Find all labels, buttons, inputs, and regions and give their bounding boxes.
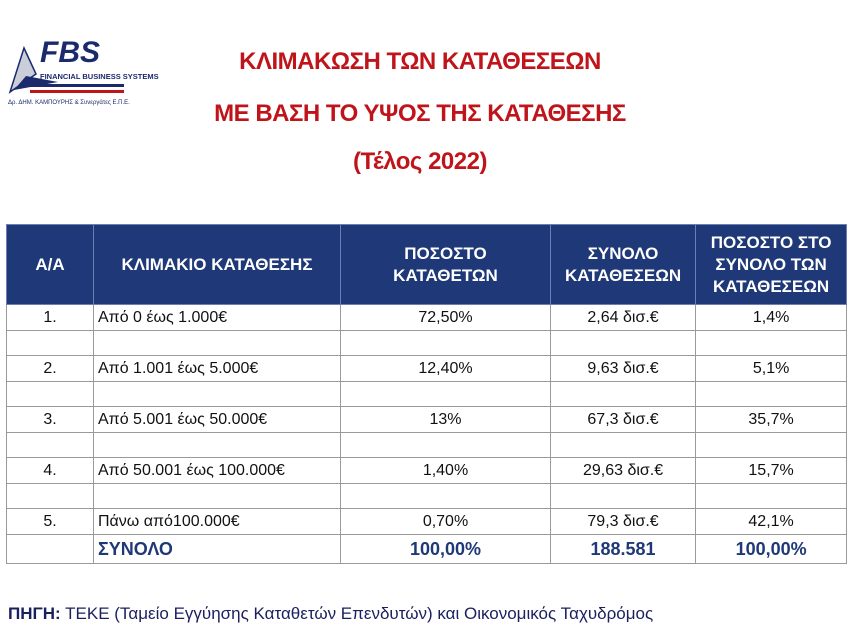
- cell-aa: 2.: [7, 356, 94, 382]
- table-row: [7, 458, 847, 484]
- cell-total-deposits: 29,63 δισ.€: [551, 458, 696, 484]
- source-label: ΠΗΓΗ:: [8, 604, 61, 623]
- cell-depositor-pct: 13%: [341, 407, 551, 433]
- cell-aa: 3.: [7, 407, 94, 433]
- spacer-row: [7, 382, 847, 407]
- cell-depositor-pct: 1,40%: [341, 458, 551, 484]
- header-pct-of-total: ΠΟΣΟΣΤΟ ΣΤΟ ΣΥΝΟΛΟ ΤΩΝ ΚΑΤΑΘΕΣΕΩΝ: [696, 225, 847, 305]
- cell-tier: Από 0 έως 1.000€: [94, 305, 341, 331]
- cell-tier: Από 5.001 έως 50.000€: [94, 407, 341, 433]
- cell-total-deposits: 2,64 δισ.€: [551, 305, 696, 331]
- spacer-row: [7, 484, 847, 509]
- header-total-deposits: ΣΥΝΟΛΟ ΚΑΤΑΘΕΣΕΩΝ: [551, 225, 696, 305]
- source-note: [8, 604, 653, 624]
- cell-aa: 1.: [7, 305, 94, 331]
- total-label: ΣΥΝΟΛΟ: [94, 535, 341, 564]
- cell-aa: [7, 535, 94, 564]
- cell-depositor-pct: 12,40%: [341, 356, 551, 382]
- cell-total-deposits: 67,3 δισ.€: [551, 407, 696, 433]
- fbs-logo-text: FBS: [40, 36, 100, 69]
- cell-pct-of-total: 5,1%: [696, 356, 847, 382]
- cell-tier: Πάνω από100.000€: [94, 509, 341, 535]
- cell-total-deposits: 79,3 δισ.€: [551, 509, 696, 535]
- header-aa: Α/Α: [7, 225, 94, 305]
- cell-pct-of-total: 15,7%: [696, 458, 847, 484]
- spacer-row: [7, 433, 847, 458]
- title-line-3: (Τέλος 2022): [353, 148, 487, 175]
- cell-tier: Από 1.001 έως 5.000€: [94, 356, 341, 382]
- fbs-logo-name: FINANCIAL BUSINESS SYSTEMS: [40, 72, 159, 81]
- fbs-logo-mark: [6, 34, 159, 104]
- total-deposits: 188.581: [551, 535, 696, 564]
- cell-aa: 5.: [7, 509, 94, 535]
- table-row: [7, 509, 847, 535]
- deposits-table: [6, 224, 847, 564]
- cell-pct-of-total: 42,1%: [696, 509, 847, 535]
- logo-subtitle: Δρ. ΔΗΜ. ΚΑΜΠΟΥΡΗΣ & Συνεργάτες Ε.Π.Ε.: [8, 100, 130, 106]
- total-pct-of-total: 100,00%: [696, 535, 847, 564]
- cell-pct-of-total: 1,4%: [696, 305, 847, 331]
- cell-tier: Από 50.001 έως 100.000€: [94, 458, 341, 484]
- cell-total-deposits: 9,63 δισ.€: [551, 356, 696, 382]
- cell-pct-of-total: 35,7%: [696, 407, 847, 433]
- table-row: [7, 356, 847, 382]
- table-header-row: [7, 225, 847, 305]
- table-row: [7, 305, 847, 331]
- source-text: ΤΕΚΕ (Ταμείο Εγγύησης Καταθετών Επενδυτών) και Οικονομικός Ταχυδρόμος: [60, 604, 654, 623]
- total-row: [7, 535, 847, 564]
- table-row: [7, 407, 847, 433]
- title-line-2: ΜΕ ΒΑΣΗ ΤΟ ΥΨΟΣ ΤΗΣ ΚΑΤΑΘΕΣΗΣ: [214, 100, 626, 127]
- header-tier: ΚΛΙΜΑΚΙΟ ΚΑΤΑΘΕΣΗΣ: [94, 225, 341, 305]
- cell-depositor-pct: 0,70%: [341, 509, 551, 535]
- total-depositor-pct: 100,00%: [341, 535, 551, 564]
- cell-depositor-pct: 72,50%: [341, 305, 551, 331]
- header-depositor-pct: ΠΟΣΟΣΤΟ ΚΑΤΑΘΕΤΩΝ: [341, 225, 551, 305]
- cell-aa: 4.: [7, 458, 94, 484]
- title-line-1: ΚΛΙΜΑΚΩΣΗ ΤΩΝ ΚΑΤΑΘΕΣΕΩΝ: [239, 48, 601, 75]
- spacer-row: [7, 331, 847, 356]
